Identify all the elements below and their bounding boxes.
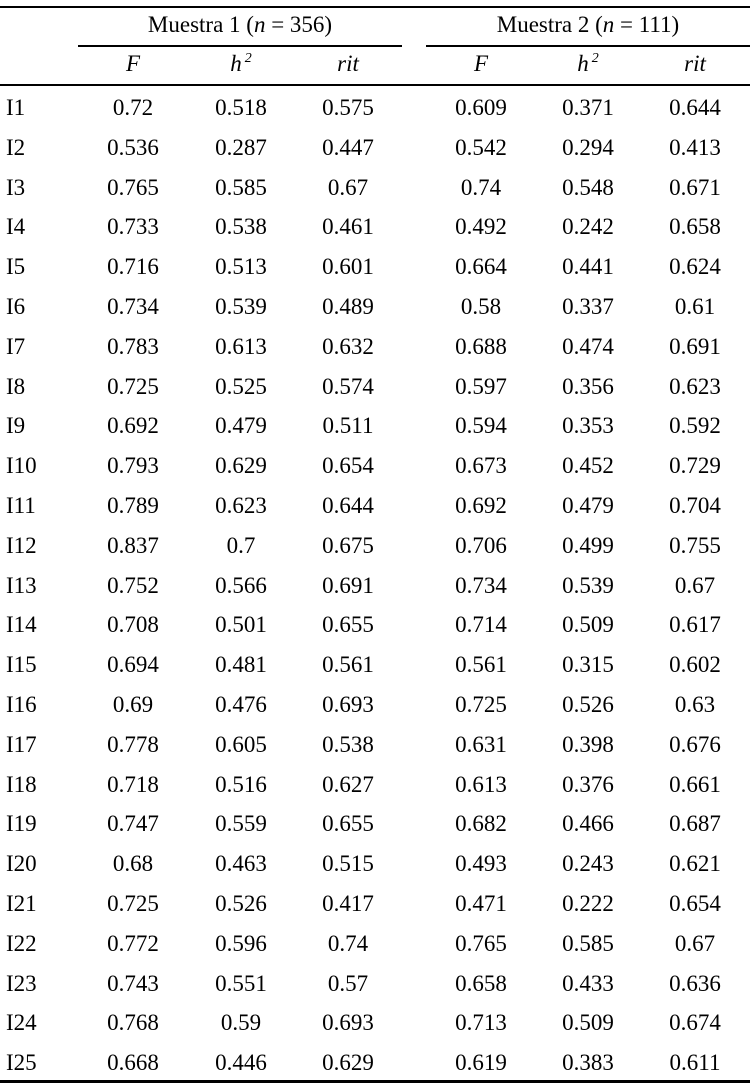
- table-cell: 0.793: [107, 453, 159, 479]
- table-cell: 0.694: [107, 652, 159, 678]
- top-rule: [0, 6, 750, 8]
- table-cell: 0.371: [562, 95, 614, 120]
- table-cell: 0.57: [327, 970, 369, 996]
- item-label: I6: [6, 293, 26, 319]
- table-cell: 0.725: [107, 373, 159, 399]
- item-label: I18: [6, 771, 37, 797]
- table-cell: 0.68: [112, 851, 154, 877]
- table-cell: 0.623: [669, 373, 721, 399]
- table-cell: 0.67: [674, 930, 716, 956]
- table-cell: 0.509: [562, 1010, 614, 1036]
- table-cell: 0.658: [455, 970, 507, 996]
- table-cell: 0.768: [107, 1010, 159, 1036]
- item-label: I24: [6, 1010, 37, 1036]
- column-header-h2-1: h $^2$: [230, 51, 252, 76]
- table-cell: 0.676: [669, 731, 721, 757]
- table-cell: 0.713: [455, 1010, 507, 1036]
- table-cell: 0.585: [215, 174, 267, 200]
- table-cell: 0.692: [455, 492, 507, 518]
- item-label: I14: [6, 612, 37, 638]
- column-header-rit-1: rit: [337, 51, 359, 76]
- column-header-h2-2: h $^2$: [577, 51, 599, 76]
- table-cell: 0.772: [107, 930, 159, 956]
- table-cell: 0.704: [669, 492, 721, 518]
- table-cell: 0.536: [107, 134, 159, 160]
- table-row: [0, 531, 750, 571]
- table-cell: 0.617: [669, 612, 721, 638]
- table-row: [0, 929, 750, 969]
- table-cell: 0.585: [562, 930, 614, 956]
- table-row: [0, 212, 750, 252]
- table-row: [0, 889, 750, 929]
- group-header-sample-2: Muestra 2 (n = 111): [496, 12, 680, 37]
- table-cell: 0.752: [107, 572, 159, 598]
- table-cell: 0.673: [455, 453, 507, 479]
- table-cell: 0.629: [215, 453, 267, 479]
- table-cell: 0.658: [669, 214, 721, 240]
- table-cell: 0.74: [327, 930, 369, 956]
- table-cell: 0.515: [322, 851, 374, 877]
- table-cell: 0.479: [215, 413, 267, 439]
- table-cell: 0.222: [562, 890, 614, 916]
- table-cell: 0.59: [220, 1010, 262, 1036]
- table-cell: 0.58: [460, 293, 502, 319]
- table-cell: 0.446: [215, 1050, 267, 1076]
- table-row: [0, 411, 750, 451]
- table-cell: 0.708: [107, 612, 159, 638]
- table-cell: 0.383: [562, 1050, 614, 1076]
- table-cell: 0.611: [669, 1050, 721, 1076]
- table-cell: 0.463: [215, 851, 267, 877]
- table-cell: 0.526: [215, 890, 267, 916]
- table-cell: 0.714: [455, 612, 507, 638]
- item-label: I1: [6, 95, 26, 120]
- table-cell: 0.655: [322, 612, 374, 638]
- table-cell: 0.566: [215, 572, 267, 598]
- table-cell: 0.674: [669, 1010, 721, 1036]
- table-row: [0, 730, 750, 770]
- table-row: [0, 650, 750, 690]
- item-label: I15: [6, 652, 37, 678]
- item-label: I9: [6, 413, 26, 439]
- column-header-f-2: F: [473, 51, 489, 76]
- table-cell: 0.526: [562, 691, 614, 717]
- table-cell: 0.613: [215, 333, 267, 359]
- table-cell: 0.575: [322, 95, 374, 120]
- table-cell: 0.294: [562, 134, 614, 160]
- table-cell: 0.398: [562, 731, 614, 757]
- table-cell: 0.624: [669, 254, 721, 280]
- table-cell: 0.542: [455, 134, 507, 160]
- table-cell: 0.63: [674, 691, 716, 717]
- column-header-f-1: F: [125, 51, 141, 76]
- table-cell: 0.734: [455, 572, 507, 598]
- table-cell: 0.619: [455, 1050, 507, 1076]
- table-cell: 0.539: [562, 572, 614, 598]
- table-row: [0, 809, 750, 849]
- table-cell: 0.538: [322, 731, 374, 757]
- bottom-rule: [0, 1080, 750, 1083]
- table-cell: 0.687: [669, 811, 721, 837]
- table-cell: 0.605: [215, 731, 267, 757]
- table-cell: 0.636: [669, 970, 721, 996]
- item-label: I3: [6, 174, 26, 200]
- table-cell: 0.597: [455, 373, 507, 399]
- table-cell: 0.629: [322, 1050, 374, 1076]
- table-cell: 0.743: [107, 970, 159, 996]
- table-cell: 0.466: [562, 811, 614, 837]
- table-cell: 0.655: [322, 811, 374, 837]
- table-cell: 0.548: [562, 174, 614, 200]
- table-cell: 0.755: [669, 532, 721, 558]
- table-cell: 0.479: [562, 492, 614, 518]
- item-label: I19: [6, 811, 37, 837]
- table-cell: 0.447: [322, 134, 374, 160]
- table-cell: 0.7: [226, 532, 256, 558]
- table-cell: 0.693: [322, 691, 374, 717]
- item-label: I22: [6, 930, 37, 956]
- table-row: [0, 93, 750, 133]
- table-cell: 0.601: [322, 254, 374, 280]
- item-label: I5: [6, 254, 26, 280]
- item-label: I13: [6, 572, 37, 598]
- table-cell: 0.61: [674, 293, 716, 319]
- item-label: I12: [6, 532, 37, 558]
- table-cell: 0.718: [107, 771, 159, 797]
- item-label: I25: [6, 1050, 37, 1076]
- item-label: I21: [6, 890, 37, 916]
- table-cell: 0.551: [215, 970, 267, 996]
- table-cell: 0.287: [215, 134, 267, 160]
- table-cell: 0.474: [562, 333, 614, 359]
- table-cell: 0.623: [215, 492, 267, 518]
- item-label: I8: [6, 373, 26, 399]
- table-cell: 0.621: [669, 851, 721, 877]
- table-cell: 0.691: [669, 333, 721, 359]
- table-cell: 0.664: [455, 254, 507, 280]
- table-cell: 0.74: [460, 174, 502, 200]
- table-body: [0, 93, 750, 1088]
- table-cell: 0.417: [322, 890, 374, 916]
- table-cell: 0.725: [455, 691, 507, 717]
- table-cell: 0.675: [322, 532, 374, 558]
- column-header-rit-2: rit: [684, 51, 706, 76]
- item-label: I23: [6, 970, 37, 996]
- item-label: I4: [6, 214, 26, 240]
- table-cell: 0.609: [455, 95, 507, 120]
- table-row: [0, 133, 750, 173]
- table-cell: 0.627: [322, 771, 374, 797]
- table-cell: 0.778: [107, 731, 159, 757]
- table-cell: 0.476: [215, 691, 267, 717]
- table-cell: 0.441: [562, 254, 614, 280]
- table-cell: 0.661: [669, 771, 721, 797]
- table-cell: 0.525: [215, 373, 267, 399]
- table-cell: 0.692: [107, 413, 159, 439]
- table-cell: 0.691: [322, 572, 374, 598]
- table-cell: 0.538: [215, 214, 267, 240]
- group-rule-sample-1: [78, 45, 402, 47]
- table-row: [0, 610, 750, 650]
- table-cell: 0.511: [322, 413, 374, 439]
- table-cell: 0.513: [215, 254, 267, 280]
- table-cell: 0.734: [107, 293, 159, 319]
- table-cell: 0.243: [562, 851, 614, 877]
- table-cell: 0.747: [107, 811, 159, 837]
- table-row: [0, 252, 750, 292]
- table-cell: 0.72: [112, 95, 154, 120]
- table-cell: 0.631: [455, 731, 507, 757]
- table-cell: 0.433: [562, 970, 614, 996]
- table-cell: 0.789: [107, 492, 159, 518]
- table-cell: 0.613: [455, 771, 507, 797]
- table-cell: 0.725: [107, 890, 159, 916]
- table-cell: 0.693: [322, 1010, 374, 1036]
- table-cell: 0.654: [669, 890, 721, 916]
- table-cell: 0.518: [215, 95, 267, 120]
- table-cell: 0.644: [322, 492, 374, 518]
- table-cell: 0.69: [112, 691, 154, 717]
- item-label: I10: [6, 453, 37, 479]
- table-cell: 0.561: [455, 652, 507, 678]
- table-row: [0, 1008, 750, 1048]
- item-label: I16: [6, 691, 37, 717]
- item-label: I17: [6, 731, 37, 757]
- table-cell: 0.315: [562, 652, 614, 678]
- table-row: [0, 849, 750, 889]
- table-row: [0, 690, 750, 730]
- table-row: [0, 173, 750, 213]
- table-row: [0, 571, 750, 611]
- table-cell: 0.493: [455, 851, 507, 877]
- table-cell: 0.499: [562, 532, 614, 558]
- group-header-sample-1: Muestra 1 (n = 356): [147, 12, 333, 37]
- table-cell: 0.654: [322, 453, 374, 479]
- table-cell: 0.489: [322, 293, 374, 319]
- table-cell: 0.765: [107, 174, 159, 200]
- table-cell: 0.682: [455, 811, 507, 837]
- table-row: [0, 372, 750, 412]
- table-cell: 0.67: [674, 572, 716, 598]
- table-cell: 0.783: [107, 333, 159, 359]
- table-cell: 0.376: [562, 771, 614, 797]
- header-rule: [0, 84, 750, 86]
- table-cell: 0.561: [322, 652, 374, 678]
- table-row: [0, 770, 750, 810]
- table-cell: 0.356: [562, 373, 614, 399]
- table-cell: 0.461: [322, 214, 374, 240]
- table-cell: 0.353: [562, 413, 614, 439]
- table-cell: 0.716: [107, 254, 159, 280]
- item-label: I20: [6, 851, 37, 877]
- table-row: [0, 969, 750, 1009]
- table-cell: 0.481: [215, 652, 267, 678]
- table-cell: 0.644: [669, 95, 721, 120]
- table-row: [0, 332, 750, 372]
- item-label: I2: [6, 134, 26, 160]
- item-label: I7: [6, 333, 26, 359]
- table-cell: 0.539: [215, 293, 267, 319]
- table-cell: 0.242: [562, 214, 614, 240]
- table-cell: 0.765: [455, 930, 507, 956]
- table-cell: 0.67: [327, 174, 369, 200]
- table-cell: 0.729: [669, 453, 721, 479]
- group-rule-sample-2: [426, 45, 750, 47]
- table-cell: 0.574: [322, 373, 374, 399]
- table-cell: 0.337: [562, 293, 614, 319]
- table-cell: 0.501: [215, 612, 267, 638]
- table-cell: 0.452: [562, 453, 614, 479]
- table-row: [0, 451, 750, 491]
- table-cell: 0.837: [107, 532, 159, 558]
- table-cell: 0.688: [455, 333, 507, 359]
- table-row: [0, 491, 750, 531]
- table-row: [0, 292, 750, 332]
- table-cell: 0.596: [215, 930, 267, 956]
- table-cell: 0.632: [322, 333, 374, 359]
- table-cell: 0.592: [669, 413, 721, 439]
- table-cell: 0.671: [669, 174, 721, 200]
- table-cell: 0.492: [455, 214, 507, 240]
- table-cell: 0.706: [455, 532, 507, 558]
- table-cell: 0.559: [215, 811, 267, 837]
- table-cell: 0.413: [669, 134, 721, 160]
- table-cell: 0.733: [107, 214, 159, 240]
- table-cell: 0.471: [455, 890, 507, 916]
- table-cell: 0.516: [215, 771, 267, 797]
- table-cell: 0.668: [107, 1050, 159, 1076]
- table-cell: 0.509: [562, 612, 614, 638]
- table-cell: 0.602: [669, 652, 721, 678]
- item-label: I11: [6, 492, 36, 518]
- table-cell: 0.594: [455, 413, 507, 439]
